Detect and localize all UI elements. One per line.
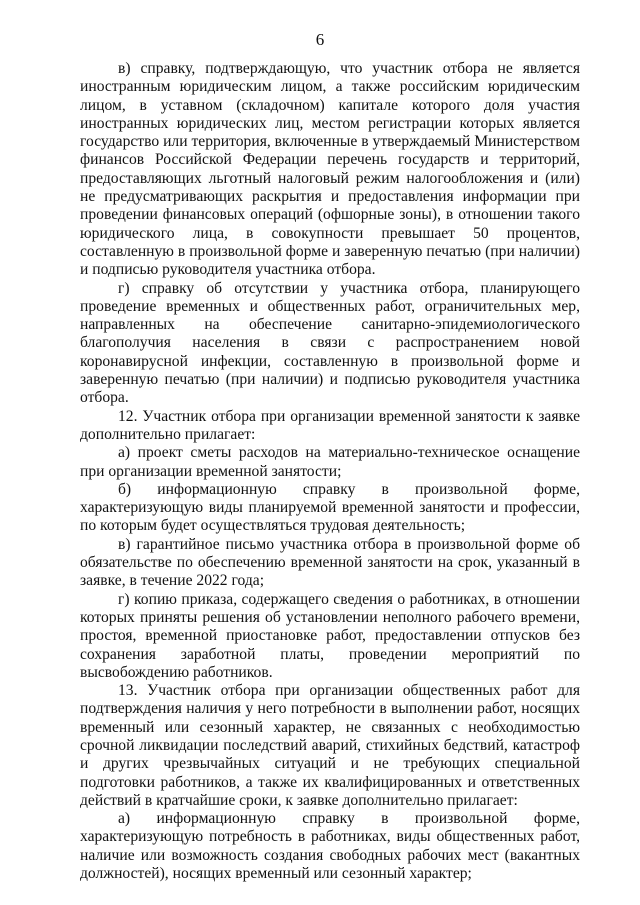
paragraph-12b: б) информационную справку в произвольной форме, характеризующую виды планируемой временной занятости и профессии, по которым будет осуществляться трудовая деятельность; <box>80 480 580 535</box>
document-body <box>80 60 580 883</box>
paragraph-3v-certificate: в) справку, подтверждающую, что участник отбора не является иностранным юридическим лицом, а также российским юридическим лицом, в уставном (складочном) капитале которого доля участия иностранных юридических лиц, местом регистрации которых является государство или территория, включенные в утверждаемый Министерством финансов Российской Федерации перечень государств и территорий, предоставляющих льготный налоговый режим налогообложения и (или) не предусматривающих раскрытия и предоставления информации при проведении финансовых операций (офшорные зоны), в отношении такого юридического лица, в совокупности превышает 50 процентов, составленную в произвольной форме и заверенную печатью (при наличии) и подписью руководителя участника отбора. <box>80 60 580 279</box>
paragraph-12: 12. Участник отбора при организации временной занятости к заявке дополнительно прилагает: <box>80 407 580 443</box>
paragraph-12a: а) проект сметы расходов на материально-техническое оснащение при организации временной занятости; <box>80 444 580 480</box>
paragraph-13a: а) информационную справку в произвольной форме, характеризующую потребность в работниках, виды общественных работ, наличие или возможность создания свободных рабочих мест (вакантных должностей), носящих временный или сезонный характер; <box>80 810 580 883</box>
paragraph-12v: в) гарантийное письмо участника отбора в произвольной форме об обязательстве по обеспечению временной занятости на срок, указанный в заявке, в течение 2022 года; <box>80 535 580 590</box>
page-number: 6 <box>315 30 325 49</box>
paragraph-12g: г) копию приказа, содержащего сведения о работниках, в отношении которых приняты решения об установлении неполного рабочего времени, простоя, временной приостановке работ, предоставлении отпусков без сохранения заработной платы, проведении мероприятий по высвобождению работников. <box>80 590 580 681</box>
paragraph-3g-certificate: г) справку об отсутствии у участника отбора, планирующего проведение временных и общественных работ, ограничительных мер, направленных на обеспечение санитарно-эпидемиологического благополучия населения в связи с распространением новой коронавирусной инфекции, составленную в произвольной форме и заверенную печатью (при наличии) и подписью руководителя участника отбора. <box>80 279 580 407</box>
paragraph-13: 13. Участник отбора при организации общественных работ для подтверждения наличия у него потребности в выполнении работ, носящих временный или сезонный характер, не связанных с необходимостью срочной ликвидации последствий аварий, стихийных бедствий, катастроф и других чрезвычайных ситуаций и не требующих специальной подготовки работников, а также их квалифицированных и ответственных действий в кратчайшие сроки, к заявке дополнительно прилагает: <box>80 682 580 809</box>
